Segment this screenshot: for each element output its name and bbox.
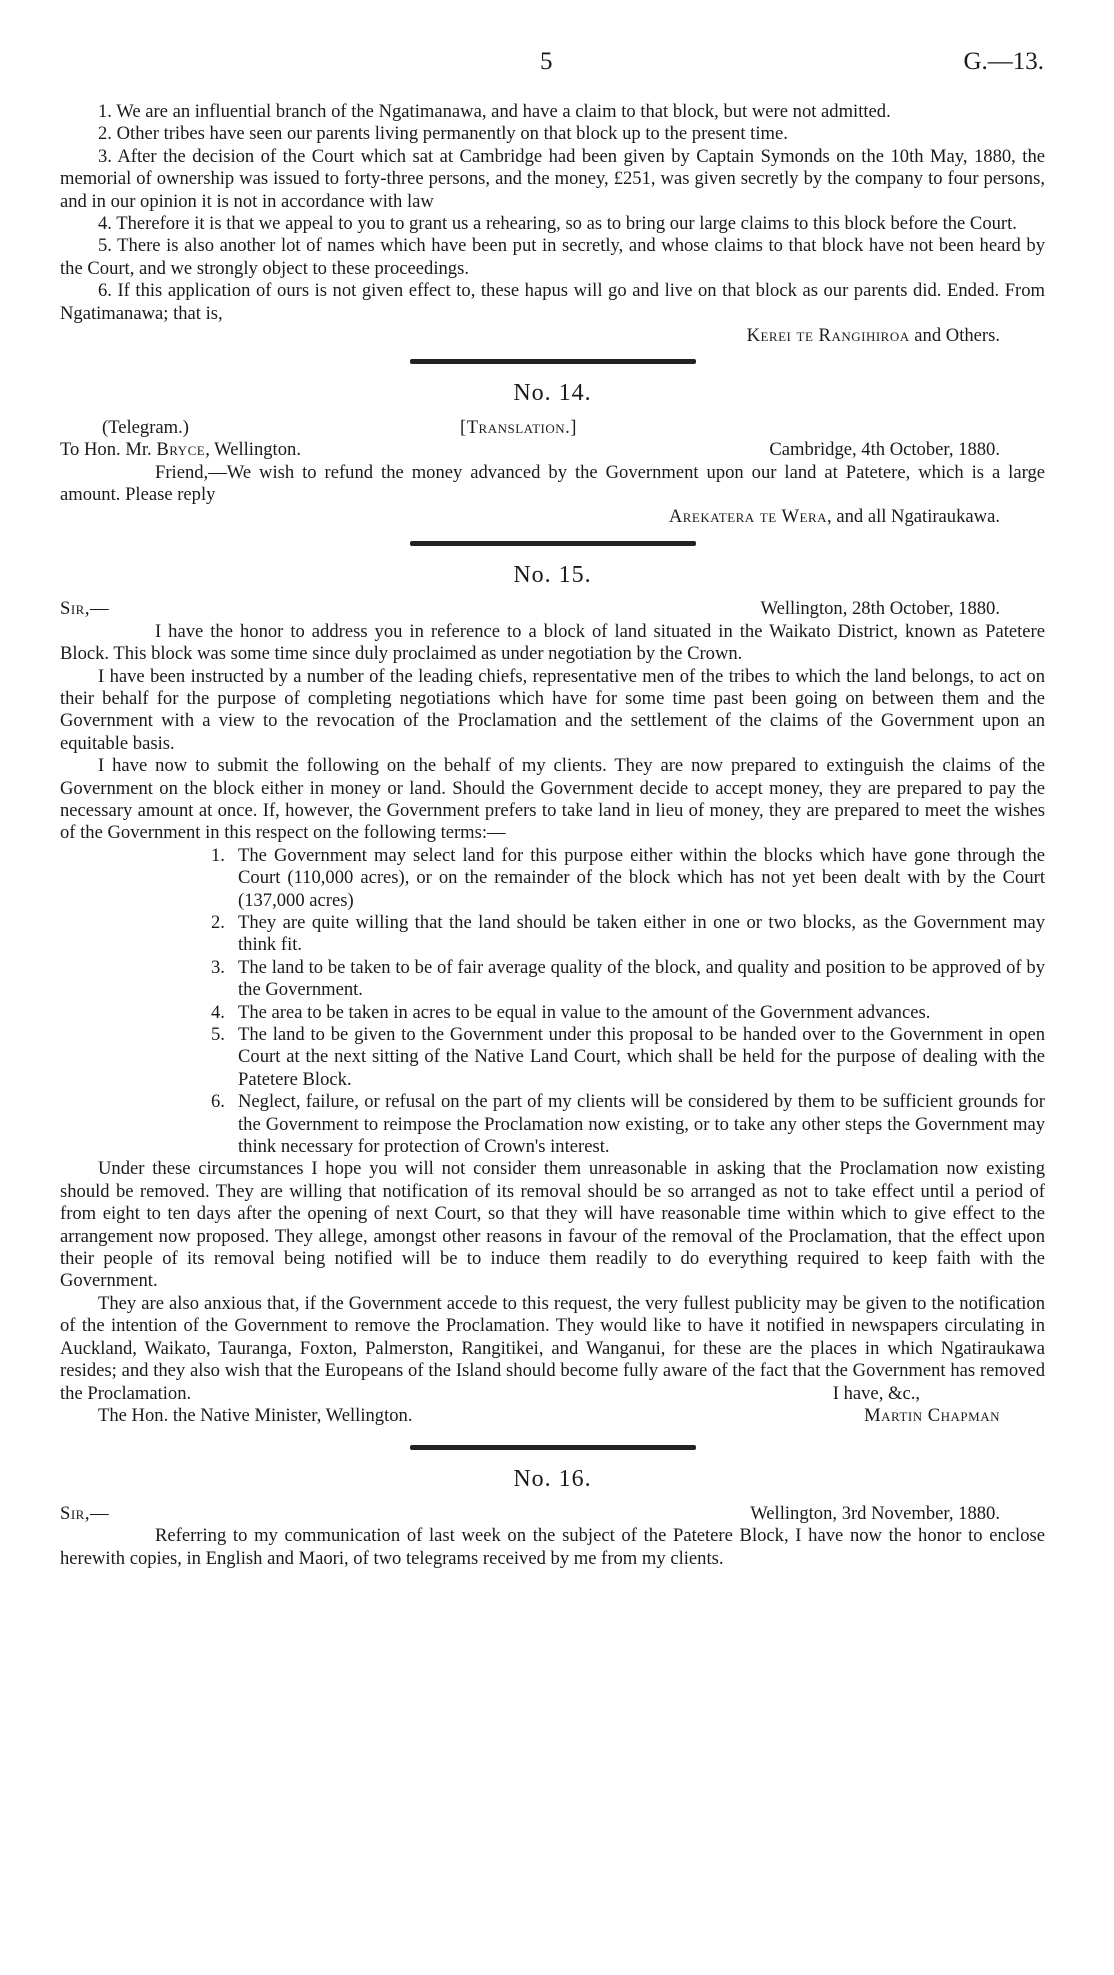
s13-signature bbox=[60, 325, 1045, 347]
s15-addressee: The Hon. the Native Minister, Wellington. bbox=[98, 1404, 413, 1426]
s14-recipient bbox=[60, 439, 301, 461]
term-text: Neglect, failure, or refusal on the part of my clients will be considered by them to be sufficient grounds for the Government to reimpose the Proclamation now existing, or to take any other steps the Government may think necessary for protection of Crown's interest. bbox=[238, 1091, 1045, 1158]
page-content bbox=[60, 101, 1045, 1570]
s14-recipient-suffix: , Wellington. bbox=[205, 439, 301, 461]
list-item bbox=[60, 1091, 1045, 1158]
s13-signature-suffix: and Others. bbox=[909, 325, 1000, 347]
s16-date: Wellington, 3rd November, 1880. bbox=[750, 1502, 1000, 1524]
term-number: 5. bbox=[211, 1024, 225, 1046]
s15-addressee-row bbox=[60, 1405, 1045, 1427]
s14-recipient-prefix: To Hon. Mr. bbox=[60, 439, 157, 461]
list-item bbox=[60, 912, 1045, 957]
s14-heading: No. 14. bbox=[513, 380, 592, 407]
list-item bbox=[60, 1002, 1045, 1024]
term-number: 4. bbox=[211, 1001, 225, 1023]
section-divider bbox=[410, 541, 696, 546]
s14-meta-row bbox=[60, 417, 1045, 439]
s13-paragraph-4: 4. Therefore it is that we appeal to you to grant us a rehearing, so as to bring our large claims to this block before the Court. bbox=[98, 213, 1017, 235]
s13-paragraph-5: 5. There is also another lot of names which have been put in secretly, and whose claims to that block have not been heard by the Court, and we strongly object to these proceedings. bbox=[60, 235, 1045, 279]
s15-i-have-row bbox=[60, 1383, 1045, 1405]
s14-signature bbox=[60, 506, 1045, 528]
term-number: 6. bbox=[211, 1091, 225, 1113]
section-divider bbox=[410, 359, 696, 364]
term-text: The Government may select land for this purpose either within the blocks which have gone through the Court (110,000 acres), or on the remainder of the block which has not yet been dealt with by the Court (137,000 acres) bbox=[238, 844, 1045, 911]
term-text: The land to be given to the Government under this proposal to be handed over to the Government in open Court at the next sitting of the Native Land Court, which shall be held for the purpose of dealing with the Patetere Block. bbox=[238, 1024, 1045, 1090]
term-text: The area to be taken in acres to be equal in value to the amount of the Government advances. bbox=[238, 1001, 931, 1023]
s13-signature-name: Kerei te Rangihiroa bbox=[746, 325, 910, 347]
s15-paragraph-2: I have been instructed by a number of the leading chiefs, representative men of the tribes to which the land belongs, to act on their behalf for the purpose of completing negotiations which have for some time past been going on between them and the Government with a view to the revocation of the Proclamation and the settlement of the claims of the Government upon an equitable basis. bbox=[60, 665, 1045, 754]
s15-salutation-row bbox=[60, 598, 1045, 620]
term-text: They are quite willing that the land should be taken either in one or two blocks, as the Government may think fit. bbox=[238, 911, 1045, 956]
s15-i-have: I have, &c., bbox=[832, 1382, 920, 1404]
s15-terms-list bbox=[60, 845, 1045, 1159]
page-number: 5 bbox=[540, 48, 553, 75]
s14-signature-name: Arekatera te Wera bbox=[668, 506, 828, 528]
s15-heading: No. 15. bbox=[513, 561, 592, 588]
term-number: 2. bbox=[211, 911, 225, 933]
s15-date: Wellington, 28th October, 1880. bbox=[760, 598, 1000, 620]
s16-heading: No. 16. bbox=[513, 1466, 592, 1493]
s13-paragraph-1: 1. We are an influential branch of the Ngatimanawa, and have a claim to that block, but were not admitted. bbox=[98, 101, 891, 122]
s14-address-row bbox=[60, 439, 1045, 461]
s15-paragraph-3: I have now to submit the following on the behalf of my clients. They are now prepared to extinguish the claims of the Government on the block either in money or land. Should the Government decide to accept money, they are prepared to pay the necessary amount at once. If, however, the Government prefers to take land in lieu of money, they are prepared to meet the wishes of the Government in this respect on the following terms:— bbox=[60, 755, 1045, 844]
s13-paragraph-2: 2. Other tribes have seen our parents living permanently on that block up to the present time. bbox=[98, 123, 788, 145]
section-divider bbox=[410, 1445, 696, 1450]
s15-paragraph-1: I have the honor to address you in reference to a block of land situated in the Waikato District, known as Patetere Block. This block was some time since duly proclaimed as under negotiation by the Crown. bbox=[60, 620, 1045, 665]
list-item bbox=[60, 1024, 1045, 1091]
s15-closing-paragraph-1: Under these circumstances I hope you will not consider them unreasonable in asking that the Proclamation now existing should be removed. They are willing that notification of its removal should be so arranged as not to take effect until a period of from eight to ten days after the opening of next Court, so that they will have reasonable time within which to give effect to the arrangement now proposed. They allege, amongst other reasons in favour of the removal of the Proclamation, that the effect upon their people of its removal being notified will be to induce them readily to do everything required to keep faith with the Government. bbox=[60, 1158, 1045, 1292]
term-text: The land to be taken to be of fair average quality of the block, and quality and position to be approved of by the Government. bbox=[238, 956, 1045, 1001]
s13-paragraph-6: 6. If this application of ours is not given effect to, these hapus will go and live on that block as our parents did. Ended. From Ngatimanawa; that is, bbox=[60, 280, 1045, 324]
s14-translation-label: [Translation.] bbox=[460, 416, 578, 438]
s14-date: Cambridge, 4th October, 1880. bbox=[769, 439, 1000, 461]
term-number: 1. bbox=[211, 844, 225, 866]
s14-body: Friend,—We wish to refund the money advanced by the Government upon our land at Patetere, which is a large amount. Please reply bbox=[60, 461, 1045, 506]
s13-paragraph-3: 3. After the decision of the Court which sat at Cambridge had been given by Captain Symonds on the 10th May, 1880, the memorial of ownership was issued to forty-three persons, and the money, £251, was given secretly by the company to four persons, and in our opinion it is not in accordance with law bbox=[60, 145, 1045, 212]
document-code: G.—13. bbox=[963, 48, 1044, 75]
s14-recipient-name: Bryce bbox=[156, 439, 206, 461]
s16-salutation-row bbox=[60, 1503, 1045, 1525]
term-number: 3. bbox=[211, 956, 225, 978]
list-item bbox=[60, 957, 1045, 1002]
list-item bbox=[60, 845, 1045, 912]
s15-salutation: Sir,— bbox=[60, 598, 110, 620]
s15-closing-paragraph-2: They are also anxious that, if the Government accede to this request, the very fullest publicity may be given to the notification of the intention of the Government to remove the Proclamation. They would like to have it notified in newspapers circulating in Auckland, Waikato, Tauranga, Foxton, Palmerston, Rangitikei, and Wanganui, for these are the places in which Ngatiraukawa resides; and they also wish that the Europeans of the Island should become fully aware of the fact that the Government has removed the Proclamation. bbox=[60, 1292, 1045, 1404]
s14-telegram-label: (Telegram.) bbox=[102, 416, 189, 438]
s15-signature-name: Martin Chapman bbox=[864, 1404, 1000, 1426]
s16-body: Referring to my communication of last week on the subject of the Patetere Block, I have now the honor to enclose herewith copies, in English and Maori, of two telegrams received by me from my clients. bbox=[60, 1525, 1045, 1569]
s14-signature-suffix: , and all Ngatiraukawa. bbox=[827, 506, 1000, 528]
s16-salutation: Sir,— bbox=[60, 1502, 110, 1524]
